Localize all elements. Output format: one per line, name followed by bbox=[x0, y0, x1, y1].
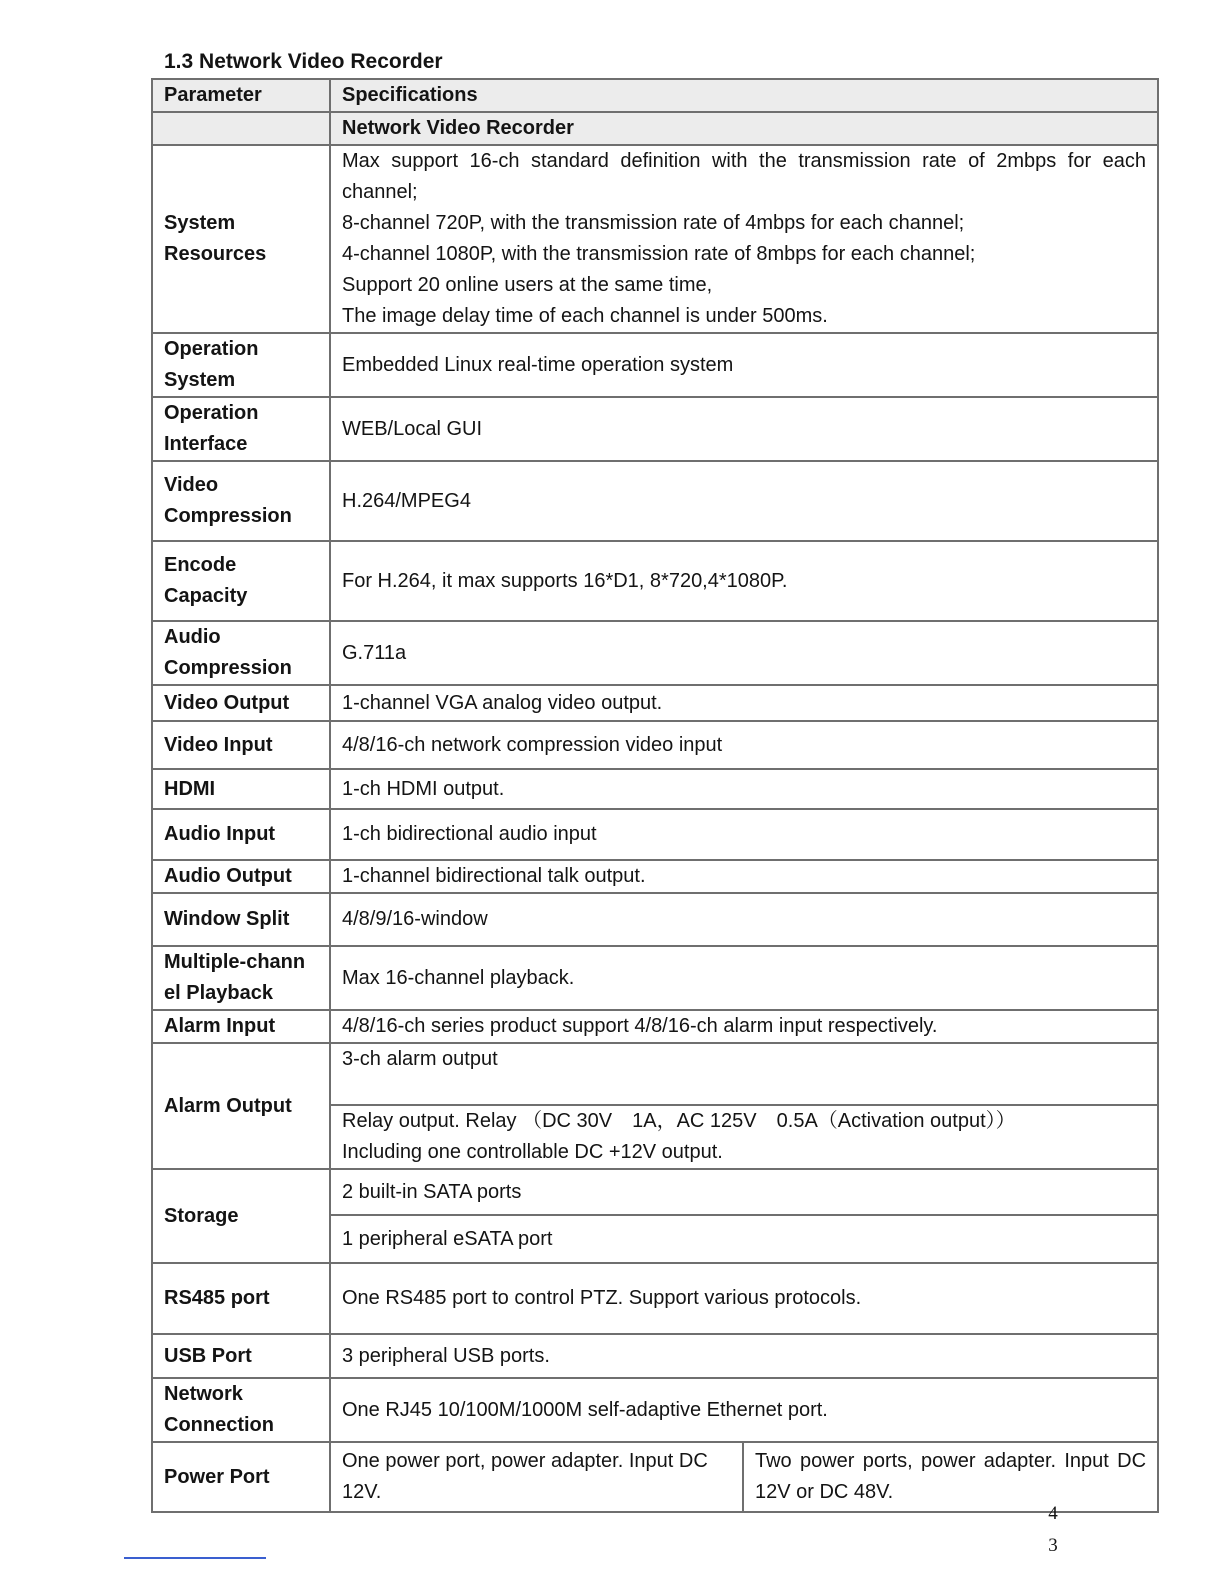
spec-video-compression: H.264/MPEG4 bbox=[330, 461, 1158, 541]
spec-audio-input: 1-ch bidirectional audio input bbox=[330, 809, 1158, 860]
spec-alarm-output-2: Relay output. Relay （DC 30V 1A，AC 125V 0.5A（Activation output）） Including one controllable DC +12V output. bbox=[330, 1105, 1158, 1169]
spec-multiple-channel-playback: Max 16-channel playback. bbox=[330, 946, 1158, 1010]
param-audio-compression: Audio Compression bbox=[152, 621, 330, 685]
spec-network-connection: One RJ45 10/100M/1000M self-adaptive Ethernet port. bbox=[330, 1378, 1158, 1442]
table-row bbox=[152, 461, 1158, 541]
table-row bbox=[152, 685, 1158, 721]
table-row bbox=[152, 1169, 1158, 1215]
param-window-split: Window Split bbox=[152, 893, 330, 946]
table-row bbox=[152, 860, 1158, 893]
table-row bbox=[152, 1263, 1158, 1334]
param-encode-capacity: Encode Capacity bbox=[152, 541, 330, 621]
section-title: 1.3 Network Video Recorder bbox=[164, 50, 443, 73]
spec-window-split: 4/8/9/16-window bbox=[330, 893, 1158, 946]
param-video-compression: Video Compression bbox=[152, 461, 330, 541]
spec-audio-compression: G.711a bbox=[330, 621, 1158, 685]
table-row bbox=[152, 541, 1158, 621]
spec-usb-port: 3 peripheral USB ports. bbox=[330, 1334, 1158, 1378]
table-row bbox=[152, 1442, 1158, 1512]
spec-alarm-input: 4/8/16-ch series product support 4/8/16-ch alarm input respectively. bbox=[330, 1010, 1158, 1043]
spec-power-port-b: Two power ports, power adapter. Input DC 12V or DC 48V. bbox=[743, 1442, 1158, 1512]
param-audio-output: Audio Output bbox=[152, 860, 330, 893]
param-audio-input: Audio Input bbox=[152, 809, 330, 860]
table-row bbox=[152, 946, 1158, 1010]
table-row bbox=[152, 145, 1158, 333]
param-rs485-port: RS485 port bbox=[152, 1263, 330, 1334]
spec-storage-1: 2 built-in SATA ports bbox=[330, 1169, 1158, 1215]
spec-operation-system: Embedded Linux real-time operation system bbox=[330, 333, 1158, 397]
spec-table bbox=[151, 78, 1159, 1513]
param-storage: Storage bbox=[152, 1169, 330, 1263]
table-row bbox=[152, 1010, 1158, 1043]
table-header-row bbox=[152, 79, 1158, 112]
param-alarm-input: Alarm Input bbox=[152, 1010, 330, 1043]
spec-rs485-port: One RS485 port to control PTZ. Support various protocols. bbox=[330, 1263, 1158, 1334]
footnote-divider bbox=[124, 1557, 266, 1559]
table-row bbox=[152, 721, 1158, 769]
param-multiple-channel-playback: Multiple-chann el Playback bbox=[152, 946, 330, 1010]
param-network-connection: Network Connection bbox=[152, 1378, 330, 1442]
spec-system-resources: Max support 16-ch standard definition with the transmission rate of 2mbps for each channel; 8-channel 720P, with the transmission rate of 4mbps for each channel; 4-channel 1080P, with the transmission rate of 8mbps for each channel; Support 20 online users at the same time, The image delay time of each channel is under 500ms. bbox=[330, 145, 1158, 333]
subheader-product: Network Video Recorder bbox=[330, 112, 1158, 145]
page-number-1: 4 bbox=[1048, 1503, 1058, 1524]
table-subheader-row bbox=[152, 112, 1158, 145]
param-operation-system: Operation System bbox=[152, 333, 330, 397]
header-specifications: Specifications bbox=[330, 79, 1158, 112]
param-hdmi: HDMI bbox=[152, 769, 330, 809]
spec-encode-capacity: For H.264, it max supports 16*D1, 8*720,4*1080P. bbox=[330, 541, 1158, 621]
table-row bbox=[152, 1378, 1158, 1442]
table-row bbox=[152, 333, 1158, 397]
page-number-2: 3 bbox=[1048, 1535, 1058, 1556]
table-row bbox=[152, 1043, 1158, 1105]
spec-video-output: 1-channel VGA analog video output. bbox=[330, 685, 1158, 721]
table-row bbox=[152, 769, 1158, 809]
table-row bbox=[152, 621, 1158, 685]
table-row bbox=[152, 809, 1158, 860]
subheader-empty bbox=[152, 112, 330, 145]
spec-hdmi: 1-ch HDMI output. bbox=[330, 769, 1158, 809]
spec-audio-output: 1-channel bidirectional talk output. bbox=[330, 860, 1158, 893]
param-power-port: Power Port bbox=[152, 1442, 330, 1512]
param-operation-interface: Operation Interface bbox=[152, 397, 330, 461]
param-usb-port: USB Port bbox=[152, 1334, 330, 1378]
spec-storage-2: 1 peripheral eSATA port bbox=[330, 1215, 1158, 1263]
param-system-resources: System Resources bbox=[152, 145, 330, 333]
spec-video-input: 4/8/16-ch network compression video input bbox=[330, 721, 1158, 769]
table-row bbox=[152, 1334, 1158, 1378]
spec-alarm-output-1: 3-ch alarm output bbox=[330, 1043, 1158, 1105]
param-video-output: Video Output bbox=[152, 685, 330, 721]
header-parameter: Parameter bbox=[152, 79, 330, 112]
spec-operation-interface: WEB/Local GUI bbox=[330, 397, 1158, 461]
param-video-input: Video Input bbox=[152, 721, 330, 769]
spec-power-port-a: One power port, power adapter. Input DC 12V. bbox=[330, 1442, 743, 1512]
table-row bbox=[152, 893, 1158, 946]
param-alarm-output: Alarm Output bbox=[152, 1043, 330, 1169]
table-row bbox=[152, 397, 1158, 461]
